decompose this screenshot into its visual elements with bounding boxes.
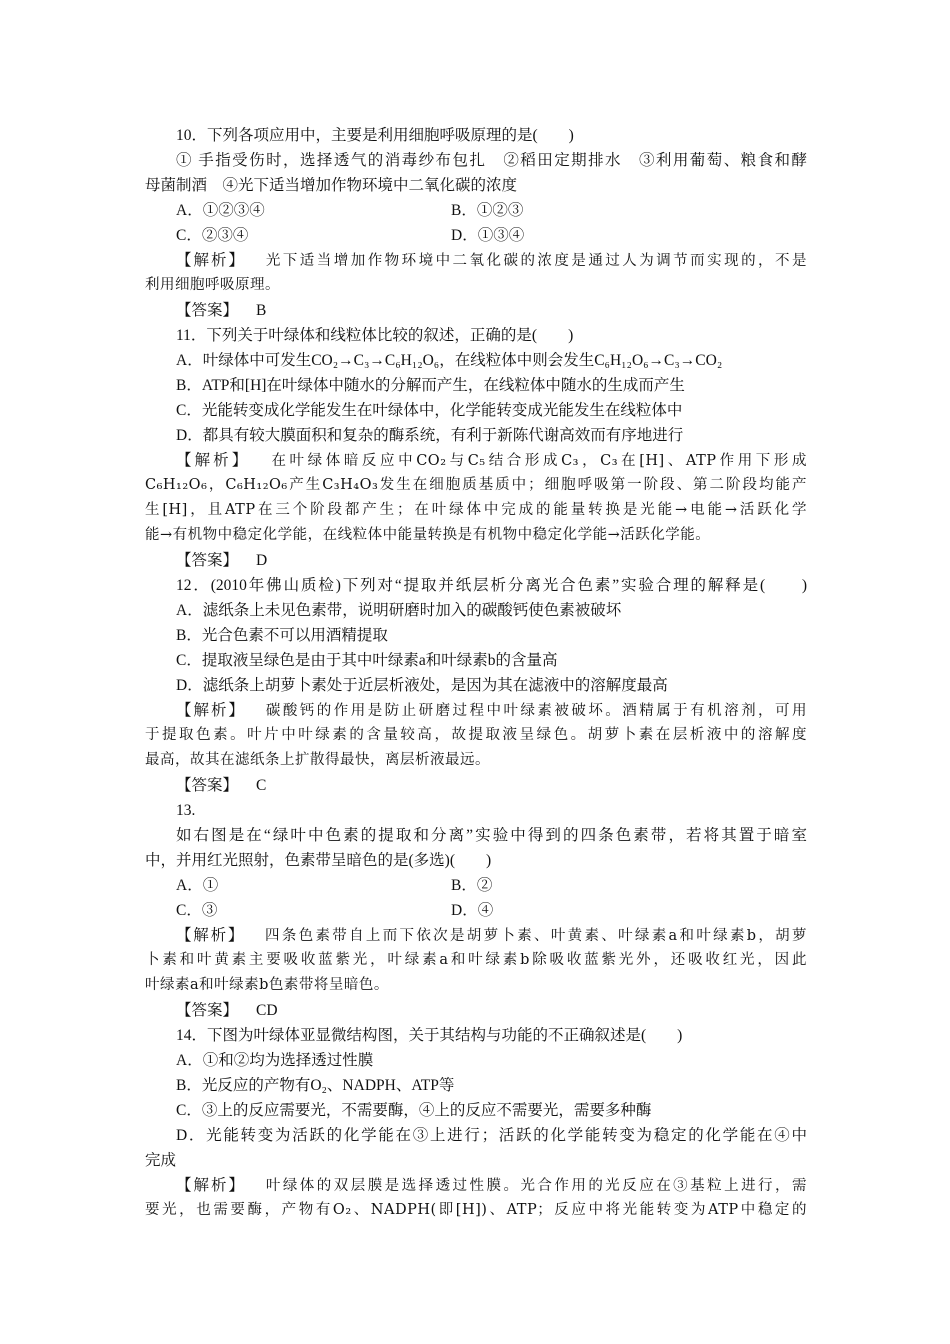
question-13-answer: [145, 998, 807, 1023]
analysis-text-cont: 于提取色素。叶片中叶绿素的含量较高，故提取液呈绿色。胡萝卜素在层析液中的溶解度: [145, 727, 807, 743]
option-b: B．①②③: [451, 202, 524, 219]
analysis-text: 叶绿体的双层膜是选择透过性膜。光合作用的光反应在③基粒上进行，需: [263, 1178, 807, 1194]
question-11-option-c: C．光能转变成化学能发生在叶绿体中，化学能转变成光能发生在线粒体中: [176, 402, 683, 419]
analysis-text: 四条色素带自上而下依次是胡萝卜素、叶黄素、叶绿素a和叶绿素b，胡萝: [263, 928, 807, 944]
question-12-answer: [145, 773, 807, 798]
answer-label: 【答案】: [176, 552, 239, 569]
question-10-stem: 10．下列各项应用中，主要是利用细胞呼吸原理的是( ): [176, 127, 574, 144]
question-10-answer: [145, 298, 807, 323]
question-10-options-row1: [145, 198, 807, 223]
question-13-analysis: [145, 923, 807, 948]
question-10-options-row2: [145, 223, 807, 248]
option-c: C．②③④: [176, 227, 249, 244]
question-14-option-d: D．光能转变为活跃的化学能在③上进行；活跃的化学能转变为稳定的化学能在④中: [176, 1127, 807, 1144]
question-13-options-row2: [145, 898, 807, 923]
question-13-body-cont: 中，并用红光照射，色素带呈暗色的是(多选)( ): [145, 852, 492, 869]
option-d: D．①③④: [451, 227, 525, 244]
question-14-option-d-cont: 完成: [145, 1152, 177, 1169]
question-10-items-line1: ① 手指受伤时，选择透气的消毒纱布包扎 ②稻田定期排水 ③利用葡萄、粮食和酵: [176, 152, 807, 169]
analysis-text-cont: 利用细胞呼吸原理。: [145, 277, 280, 293]
question-14-analysis: [145, 1173, 807, 1198]
answer-value: D: [256, 552, 268, 569]
answer-value: B: [256, 302, 267, 319]
question-12-stem: 12．(2010年佛山质检)下列对“提取并纸层析分离光合色素”实验合理的解释是( ): [176, 577, 807, 594]
option-a: A．①②③④: [176, 202, 265, 219]
question-14-option-a: A．①和②均为选择透过性膜: [176, 1052, 374, 1069]
option-d: D．④: [451, 902, 494, 919]
question-13-body: 如右图是在“绿叶中色素的提取和分离”实验中得到的四条色素带，若将其置于暗室: [176, 827, 807, 844]
question-14-option-b: B．光反应的产物有O₂、NADPH、ATP等: [176, 1077, 455, 1094]
analysis-text: 在叶绿体暗反应中CO₂与C₅结合形成C₃，C₃在[H]、ATP作用下形成: [268, 453, 807, 469]
question-11-option-d: D．都具有较大膜面积和复杂的酶系统，有利于新陈代谢高效而有序地进行: [176, 427, 684, 444]
analysis-label: 【解析】: [176, 252, 246, 269]
analysis-label: 【解析】: [176, 702, 246, 719]
analysis-text-cont: 叶绿素a和叶绿素b色素带将呈暗色。: [145, 977, 389, 993]
analysis-label: 【解析】: [176, 1177, 246, 1194]
answer-label: 【答案】: [176, 302, 239, 319]
option-c: C．③: [176, 902, 218, 919]
question-10-analysis: [145, 248, 807, 273]
option-b: B．②: [451, 877, 493, 894]
question-11-option-a: A．叶绿体中可发生CO₂→C₃→C₆H₁₂O₆，在线粒体中则会发生C₆H₁₂O₆→C₃→CO₂: [176, 352, 723, 369]
analysis-label: 【解析】: [176, 927, 246, 944]
answer-label: 【答案】: [176, 1002, 239, 1019]
question-11-stem: 11．下列关于叶绿体和线粒体比较的叙述，正确的是( ): [176, 327, 574, 344]
answer-value: C: [256, 777, 267, 794]
answer-label: 【答案】: [176, 777, 239, 794]
analysis-text-cont: 卜素和叶黄素主要吸收蓝紫光，叶绿素a和叶绿素b除吸收蓝紫光外，还吸收红光，因此: [145, 952, 807, 968]
question-12-option-c: C．提取液呈绿色是由于其中叶绿素a和叶绿素b的含量高: [176, 652, 558, 669]
question-13-options-row1: [145, 873, 807, 898]
question-11-option-b: B．ATP和[H]在叶绿体中随水的分解而产生，在线粒体中随水的生成而产生: [176, 377, 685, 394]
analysis-text-cont: 能→有机物中稳定化学能，在线粒体中能量转换是有机物中稳定化学能→活跃化学能。: [145, 527, 711, 543]
option-a: A．①: [176, 877, 219, 894]
question-12-option-b: B．光合色素不可以用酒精提取: [176, 627, 388, 644]
question-14-option-c: C．③上的反应需要光，不需要酶，④上的反应不需要光，需要多种酶: [176, 1102, 652, 1119]
answer-value: CD: [256, 1002, 278, 1019]
question-12-option-d: D．滤纸条上胡萝卜素处于近层析液处，是因为其在滤液中的溶解度最高: [176, 677, 668, 694]
analysis-text-cont: C₆H₁₂O₆，C₆H₁₂O₆产生C₃H₄O₃发生在细胞质基质中；细胞呼吸第一阶段、第二阶段均能产: [145, 477, 807, 493]
analysis-text-cont: 生[H]，且ATP在三个阶段都产生；在叶绿体中完成的能量转换是光能→电能→活跃化学: [145, 502, 807, 518]
question-12-option-a: A．滤纸条上未见色素带，说明研磨时加入的碳酸钙使色素被破坏: [176, 602, 622, 619]
analysis-text: 光下适当增加作物环境中二氧化碳的浓度是通过人为调节而实现的，不是: [263, 253, 807, 269]
document-page: [145, 123, 807, 1223]
question-11-analysis: [145, 448, 807, 473]
analysis-text-cont: 最高，故其在滤纸条上扩散得最快，离层析液最远。: [145, 752, 490, 768]
question-10-items-line2: 母菌制酒 ④光下适当增加作物环境中二氧化碳的浓度: [145, 177, 518, 194]
analysis-label: 【解析】: [176, 452, 251, 469]
question-11-answer: [145, 548, 807, 573]
analysis-text-cont: 要光，也需要酶，产物有O₂、NADPH(即[H])、ATP；反应中将光能转变为ATP中稳定的: [145, 1202, 807, 1218]
question-13-number: 13.: [176, 802, 196, 819]
question-12-analysis: [145, 698, 807, 723]
question-14-stem: 14．下图为叶绿体亚显微结构图，关于其结构与功能的不正确叙述是( ): [176, 1027, 683, 1044]
analysis-text: 碳酸钙的作用是防止研磨过程中叶绿素被破坏。酒精属于有机溶剂，可用: [263, 703, 807, 719]
